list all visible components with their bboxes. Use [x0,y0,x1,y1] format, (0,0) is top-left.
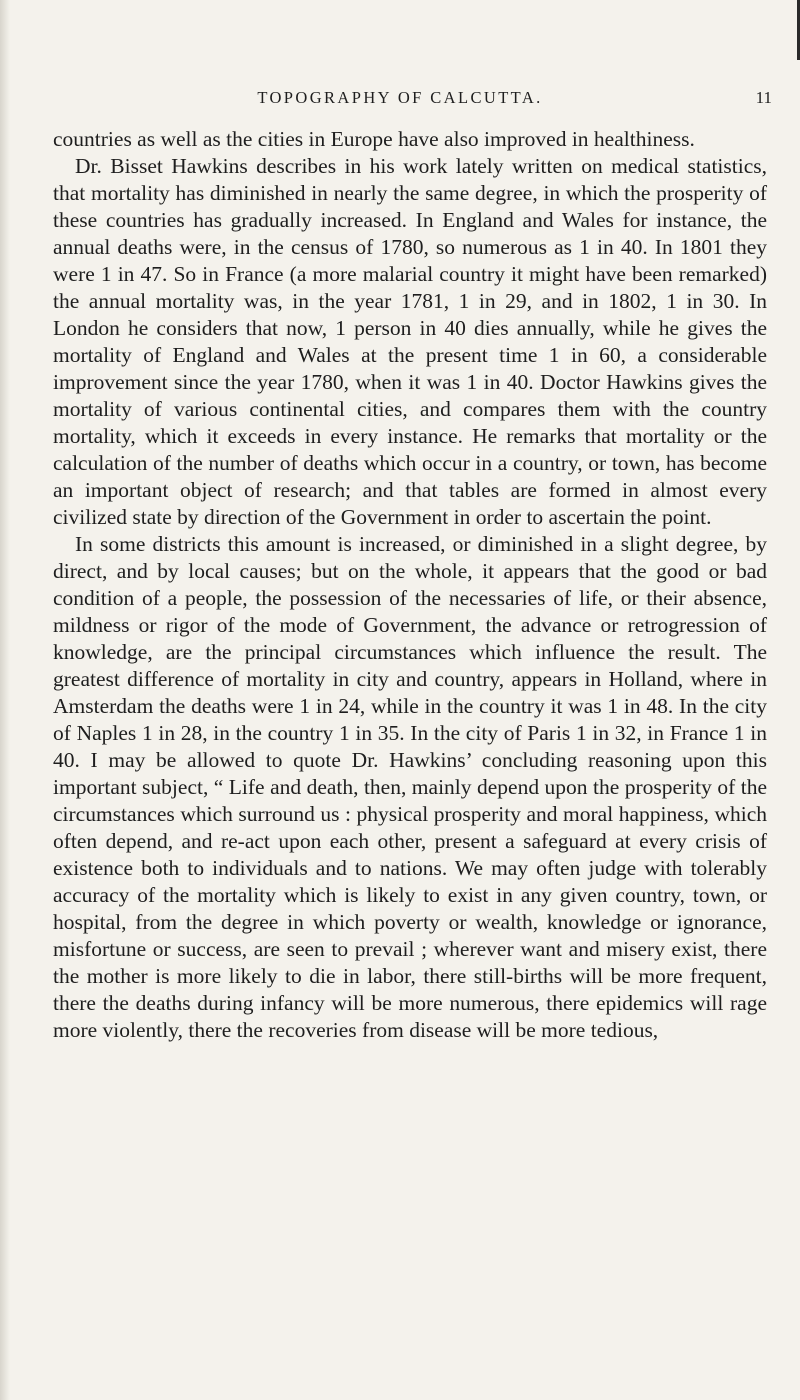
paragraph-bisset-hawkins: Dr. Bisset Hawkins describes in his work lately written on medical statistics, that mortality has diminished in nearly the same degree, in which the prosperity of these countries has gradually increased. In England and Wales for instance, the annual deaths were, in the census of 1780, so numerous as 1 in 40. In 1801 they were 1 in 47. So in France (a more malarial country it might have been remarked) the annual mortality was, in the year 1781, 1 in 29, and in 1802, 1 in 30. In London he considers that now, 1 person in 40 dies annually, while he gives the mortality of England and Wales at the present time 1 in 60, a considerable improvement since the year 1780, when it was 1 in 40. Doctor Hawkins gives the mortality of various continental cities, and compares them with the country mortality, which it exceeds in every instance. He remarks that mortality or the calculation of the number of deaths which occur in a country, or town, has become an important object of research; and that tables are formed in almost every civilized state by direction of the Government in order to ascertain the point. [53,154,767,529]
page-number: 11 [755,88,772,107]
paragraph-continuation: countries as well as the cities in Europe have also improved in healthiness. [53,127,695,151]
paragraph-districts: In some districts this amount is increased, or diminished in a slight degree, by direct, and by local causes; but on the whole, it appears that the good or bad condition of a people, the possession of the necessaries of life, or their absence, mildness or rigor of the mode of Government, the advance or retrogression of knowledge, are the principal circumstances which influence the result. The greatest difference of mortality in city and country, appears in Holland, where in Amsterdam the deaths were 1 in 24, while in the country it was 1 in 48. In the city of Naples 1 in 28, in the country 1 in 35. In the city of Paris 1 in 32, in France 1 in 40. I may be allowed to quote Dr. Hawkins’ concluding reasoning upon this important subject, “ Life and death, then, mainly depend upon the prosperity of the circumstances which surround us : physical prosperity and moral happiness, which often depend, and re-act upon each other, present a safeguard at every crisis of existence both to individuals and to nations. We may often judge with tolerably accuracy of the mortality which is likely to exist in any given country, town, or hospital, from the degree in which poverty or wealth, knowledge or ignorance, misfortune or success, are seen to prevail ; wherever want and misery exist, there the mother is more likely to die in labor, there still-births will be more frequent, there the deaths during infancy will be more numerous, there epidemics will rage more violently, there the recoveries from disease will be more tedious, [53,532,767,1042]
body-text [53,126,767,1044]
spine-shadow [0,0,10,1400]
running-title: TOPOGRAPHY OF CALCUTTA. [257,88,543,107]
running-head [0,88,800,112]
